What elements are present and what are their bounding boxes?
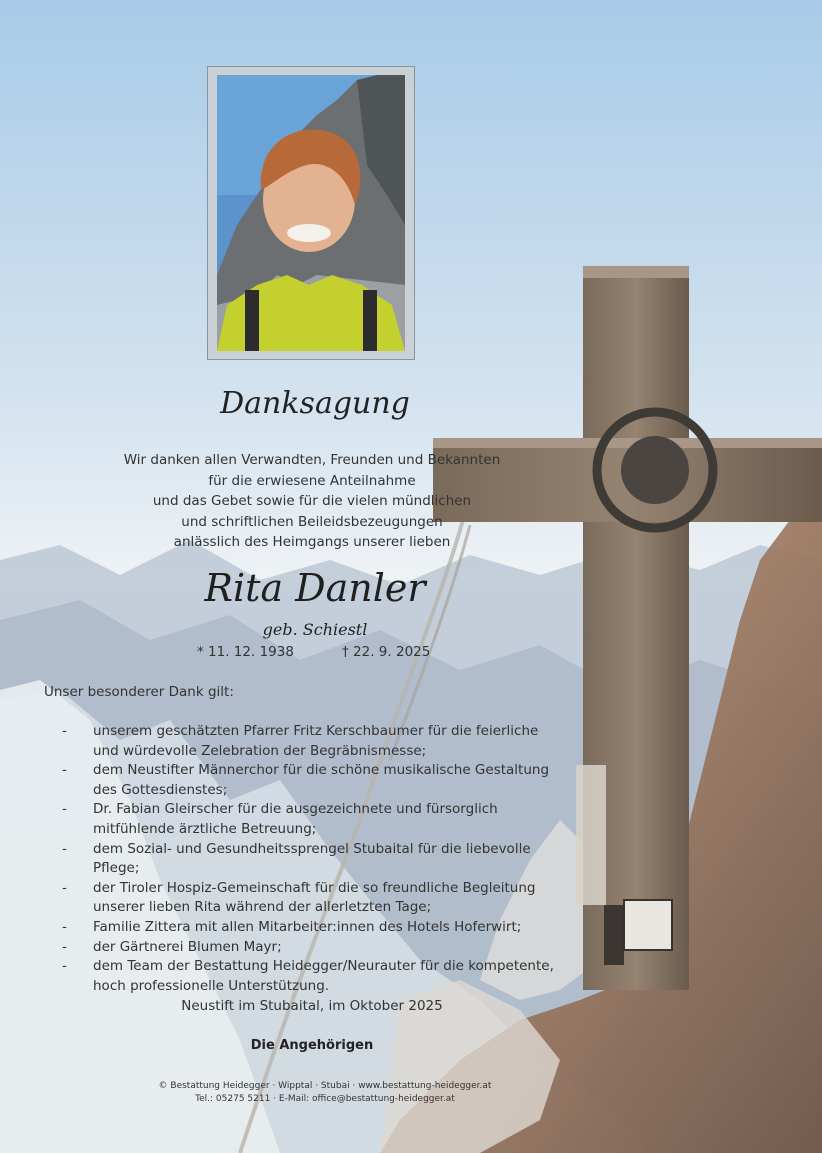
list-item-text: unserem geschätzten Pfarrer Fritz Kerschbaumer für die feierliche und würdevolle Zelebration der Begräbnismesse; — [93, 723, 539, 759]
death-date: † 22. 9. 2025 — [342, 644, 431, 660]
intro-line: und das Gebet sowie für die vielen mündlichen — [152, 493, 472, 509]
list-item-text: dem Neustifter Männerchor für die schöne musikalische Gestaltung des Gottesdienstes; — [93, 762, 550, 798]
dash-bullet: - — [62, 938, 67, 955]
intro-line: Wir danken allen Verwandten, Freunden und Bekannten — [123, 452, 501, 468]
list-item-text: der Gärtnerei Blumen Mayr; — [93, 938, 282, 955]
list-item — [62, 761, 562, 800]
dash-bullet: - — [62, 762, 67, 779]
intro-line: und schriftlichen Beileidsbezeugungen — [181, 513, 443, 530]
list-item-text: dem Sozial- und Gesundheitssprengel Stubaital für die liebevolle Pflege; — [93, 840, 531, 877]
thanks-list — [62, 722, 562, 996]
portrait-frame — [207, 66, 415, 360]
list-item — [62, 957, 562, 996]
list-item — [62, 840, 562, 879]
dash-bullet: - — [62, 723, 67, 739]
list-item-text: dem Team der Bestattung Heidegger/Neurauter für die kompetente, hoch professionelle Unterstützung. — [93, 958, 554, 994]
birth-date: * 11. 12. 1938 — [197, 644, 294, 660]
intro-text — [0, 450, 624, 553]
intro-line: für die erwiesene Anteilnahme — [208, 472, 416, 489]
footer — [0, 1080, 650, 1106]
dash-bullet: - — [62, 801, 67, 818]
page-title: Danksagung — [220, 386, 410, 421]
list-item — [62, 879, 562, 918]
list-item-text: Dr. Fabian Gleirscher für die ausgezeichnete und fürsorglich mitfühlende ärztliche Betreuung; — [93, 801, 498, 837]
dash-bullet: - — [62, 840, 67, 857]
dash-bullet: - — [62, 879, 67, 896]
maiden-name: geb. Schiestl — [262, 620, 368, 639]
intro-line: anlässlich des Heimgangs unserer lieben — [173, 534, 451, 550]
footer-line-2: Tel.: 05275 5211 · E-Mail: office@bestattung-heidegger.at — [195, 1094, 455, 1104]
list-item — [62, 800, 562, 839]
footer-line-1: © Bestattung Heidegger · Wipptal · Stubai · www.bestattung-heidegger.at — [158, 1081, 492, 1091]
dash-bullet: - — [62, 958, 67, 975]
deceased-name: Rita Danler — [204, 566, 426, 610]
dash-bullet: - — [62, 918, 67, 935]
list-item — [62, 938, 562, 958]
thanks-heading: Unser besonderer Dank gilt: — [44, 684, 234, 700]
list-item-text: Familie Zittera mit allen Mitarbeiter:innen des Hotels Hoferwirt; — [93, 918, 522, 935]
list-item-text: der Tiroler Hospiz-Gemeinschaft für die so freundliche Begleitung unserer lieben Rita während der allerletzten Tage; — [93, 879, 536, 916]
list-item — [62, 722, 562, 761]
signature: Die Angehörigen — [250, 1038, 374, 1053]
place-date: Neustift im Stubaital, im Oktober 2025 — [181, 998, 443, 1014]
portrait-photo — [217, 75, 405, 351]
list-item — [62, 918, 562, 938]
